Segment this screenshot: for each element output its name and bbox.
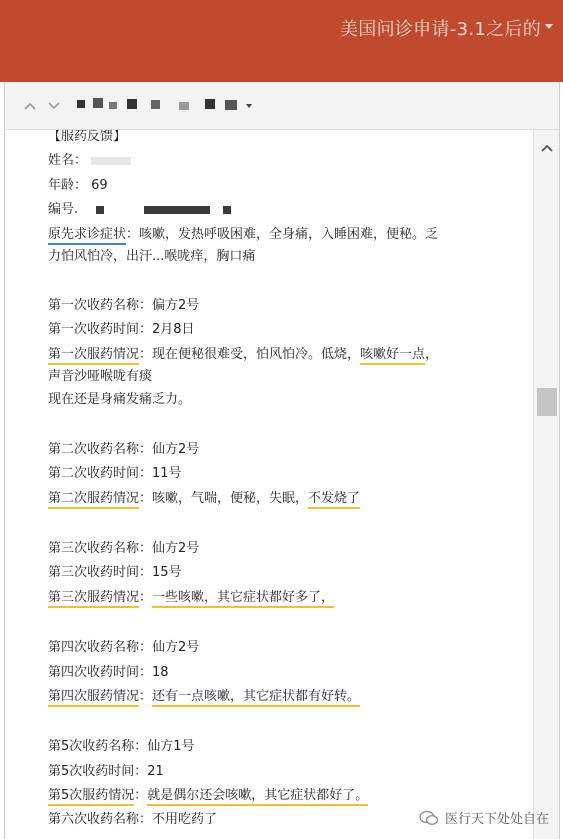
original-symptoms-row: [48, 226, 438, 244]
age-value: 69: [91, 178, 108, 193]
watermark: [419, 808, 549, 827]
round-name-line: 第六次收药名称：不用吃药了: [48, 812, 218, 827]
round-time-line: 第四次收药时间：18: [48, 665, 169, 680]
round-status-highlight: 不发烧了: [308, 491, 360, 509]
age-label: 年龄：: [48, 178, 88, 193]
round-status-label: 第四次服药情况: [48, 689, 139, 707]
app-titlebar: [0, 0, 563, 82]
round-status-cont: 现在还是身痛发痛乏力。: [48, 392, 192, 407]
feedback-heading: 【服药反馈】: [48, 130, 127, 144]
redacted-sender: [225, 100, 237, 110]
round-name-line: 第二次收药名称：仙方2号: [48, 442, 200, 457]
name-row: [48, 152, 131, 170]
redacted-sender: [205, 99, 215, 109]
round-status-label: 第二次服药情况: [48, 491, 139, 509]
round-time-line: 第二次收药时间：11号: [48, 466, 182, 481]
scroll-thumb[interactable]: [537, 388, 557, 416]
round-status-highlight: 一些咳嗽，其它症状都好多了，: [152, 590, 334, 608]
round-status-line: [48, 787, 368, 805]
scroll-up-icon[interactable]: [540, 140, 554, 154]
round-status-text: ：: [139, 689, 153, 704]
round-status-text: ：: [134, 788, 148, 803]
id-label: 编号.: [48, 202, 79, 217]
redacted-name: [91, 157, 131, 165]
redacted-sender: [77, 100, 85, 108]
round-status-end: ，: [425, 347, 439, 362]
round-status-highlight: 还有一点咳嗽，其它症状都有好转。: [152, 689, 360, 707]
round-name-line: 第5次收药名称：仙方1号: [48, 739, 195, 754]
round-name-line: 第一次收药名称：偏方2号: [48, 298, 200, 313]
round-status-text: ：现在便秘很难受，怕风怕冷。低烧，: [139, 347, 361, 362]
id-row: [48, 201, 231, 219]
round-status-cont: 声音沙哑喉咙有痰: [48, 369, 153, 384]
round-time-line: 第5次收药时间：21: [48, 764, 164, 779]
redacted-sender: [179, 102, 189, 110]
window-title[interactable]: 美国问诊申请-3.1之后的: [339, 19, 541, 40]
round-status-highlight: 就是偶尔还会咳嗽，其它症状都好了。: [147, 788, 368, 806]
previous-message-icon[interactable]: [23, 99, 37, 113]
wechat-icon: [419, 810, 439, 826]
name-label: 姓名：: [48, 153, 88, 168]
round-status-label: 第5次服药情况: [48, 788, 134, 806]
redacted-sender: [127, 99, 137, 109]
round-status-highlight: 咳嗽好一点: [360, 347, 425, 365]
original-symptoms-label: 原先求诊症状: [48, 227, 126, 245]
round-status-text: ：咳嗽，气喘，便秘，失眠，: [139, 491, 309, 506]
round-status-label: 第一次服药情况: [48, 347, 139, 365]
redacted-sender: [93, 98, 103, 108]
round-status-label: 第三次服药情况: [48, 590, 139, 608]
watermark-text: 医行天下处处自在: [444, 812, 549, 827]
round-status-line: [48, 346, 438, 364]
redacted-id: [223, 206, 231, 214]
redacted-id: [144, 206, 210, 214]
message-body: [5, 130, 533, 839]
round-name-line: 第三次收药名称：仙方2号: [48, 541, 200, 556]
chevron-down-icon[interactable]: [545, 24, 553, 29]
round-name-line: 第四次收药名称：仙方2号: [48, 640, 200, 655]
round-time-line: 第一次收药时间：2月8日: [48, 322, 195, 337]
redacted-sender: [151, 100, 160, 109]
original-symptoms-text: ：咳嗽，发热呼吸困难，全身痛，入睡困难，便秘。乏: [126, 227, 439, 242]
message-window: [4, 82, 560, 839]
message-toolbar: [5, 82, 559, 130]
round-status-text: ：: [139, 590, 153, 605]
round-status-line: [48, 688, 360, 706]
redacted-sender: [109, 102, 117, 109]
vertical-scrollbar[interactable]: [533, 130, 559, 839]
redacted-id: [96, 206, 104, 214]
round-status-line: [48, 490, 360, 508]
round-status-line: [48, 589, 334, 607]
age-row: [48, 177, 108, 195]
chevron-down-icon[interactable]: [246, 104, 252, 108]
next-message-icon[interactable]: [47, 99, 61, 113]
original-symptoms-cont: 力怕风怕冷，出汗...喉咙痒，胸口痛: [48, 249, 256, 264]
round-time-line: 第三次收药时间：15号: [48, 565, 182, 580]
